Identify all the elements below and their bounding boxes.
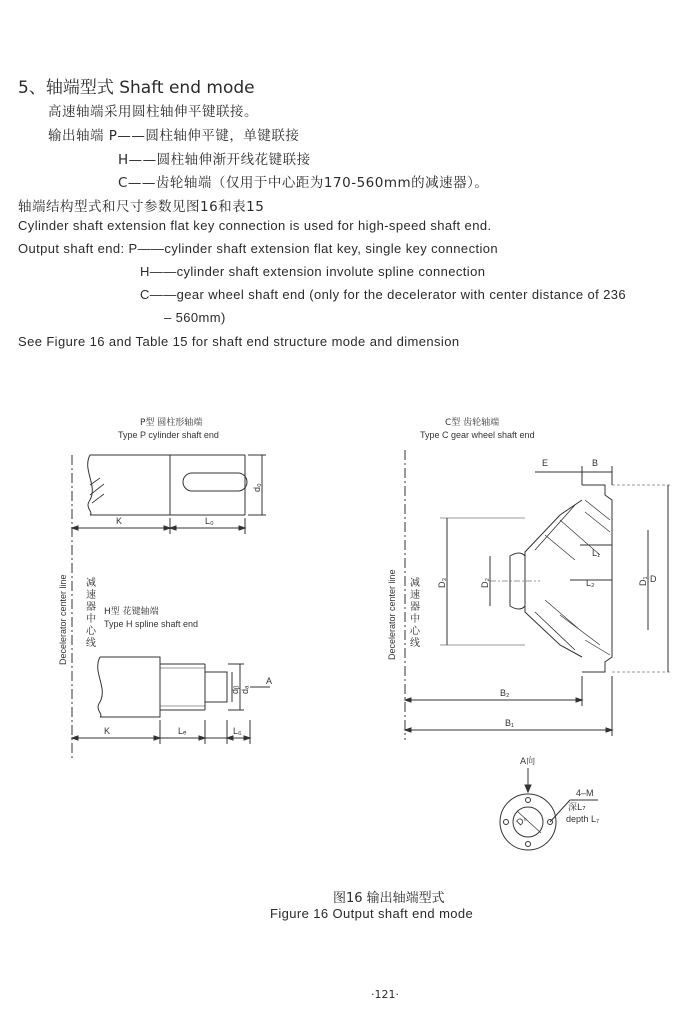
- cn-line-output-h: H——圆柱轴伸渐开线花键联接: [118, 152, 311, 168]
- figure-caption-en: Figure 16 Output shaft end mode: [270, 906, 474, 921]
- center-line-label-left: Decelerator center line: [58, 574, 68, 665]
- figure-caption-cn: 图16 输出轴端型式: [333, 891, 445, 906]
- c-title-en: Type C gear wheel shaft end: [420, 430, 535, 440]
- label-da: dₐ: [240, 685, 250, 694]
- label-e: E: [542, 458, 549, 468]
- cn-line-see-figure: 轴端结构型式和尺寸参数见图16和表15: [18, 199, 265, 215]
- label-l0: L₀: [205, 516, 214, 526]
- en-line-output-p: Output shaft end: P——cylinder shaft extension flat key, single key connection: [18, 241, 499, 256]
- h-title-cn: H型 花键轴端: [104, 607, 159, 617]
- label-k-h: K: [104, 726, 111, 736]
- p-title-en: Type P cylinder shaft end: [118, 430, 219, 440]
- en-line-high-speed: Cylinder shaft extension flat key connection is used for high-speed shaft end.: [18, 218, 492, 233]
- depth-label-cn: 深L₇: [568, 803, 586, 813]
- cn-line-high-speed: 高速轴端采用圆柱轴伸平键联接。: [48, 104, 258, 120]
- label-l2: L₂: [586, 578, 595, 588]
- depth-label-en: depth L₇: [566, 814, 600, 824]
- cn-line-output-c: C——齿轮轴端（仅用于中心距为170-560mm的减速器）。: [118, 175, 489, 191]
- center-line-label-right: Decelerator center line: [387, 569, 397, 660]
- label-d1: D₁: [638, 576, 648, 586]
- page-number: ·121·: [371, 988, 399, 1001]
- label-a: A: [266, 676, 273, 686]
- label-db: dᵦ: [230, 685, 240, 694]
- label-d3: D₃: [437, 577, 447, 588]
- label-l6: L₆: [233, 726, 242, 736]
- label-b1: B₁: [505, 718, 515, 728]
- label-b2: B₂: [500, 688, 510, 698]
- label-d4: D₄: [514, 813, 529, 828]
- label-d: D: [650, 574, 657, 584]
- label-b: B: [592, 458, 599, 468]
- label-lr: Lₑ: [178, 726, 187, 736]
- label-k-p: K: [116, 516, 123, 526]
- en-line-output-h: H——cylinder shaft extension involute spline connection: [140, 264, 486, 279]
- center-line-cn-right: 减速器中心线: [410, 578, 420, 649]
- en-line-see-figure: See Figure 16 and Table 15 for shaft end structure mode and dimension: [18, 334, 460, 349]
- center-line-cn-left: 减速器中心线: [86, 578, 96, 649]
- label-d0: d₀: [252, 483, 262, 492]
- label-d2: D₂: [480, 578, 490, 588]
- p-title-cn: P型 圆柱形轴端: [140, 418, 203, 428]
- c-type-gear-shaft: [405, 450, 672, 740]
- label-l1: L₁: [592, 548, 601, 558]
- en-line-output-c-cont: – 560mm): [164, 310, 226, 325]
- h-title-en: Type H spline shaft end: [104, 619, 199, 629]
- en-line-output-c: C——gear wheel shaft end (only for the decelerator with center distance of 236: [140, 287, 627, 302]
- section-heading: 5、轴端型式 Shaft end mode: [18, 78, 255, 98]
- cn-line-output-p: 输出轴端 P——圆柱轴伸平键，单键联接: [48, 128, 300, 144]
- c-title-cn: C型 齿轮轴端: [445, 418, 500, 428]
- a-view-label: A向: [520, 757, 536, 767]
- hole-label: 4–M: [576, 788, 594, 798]
